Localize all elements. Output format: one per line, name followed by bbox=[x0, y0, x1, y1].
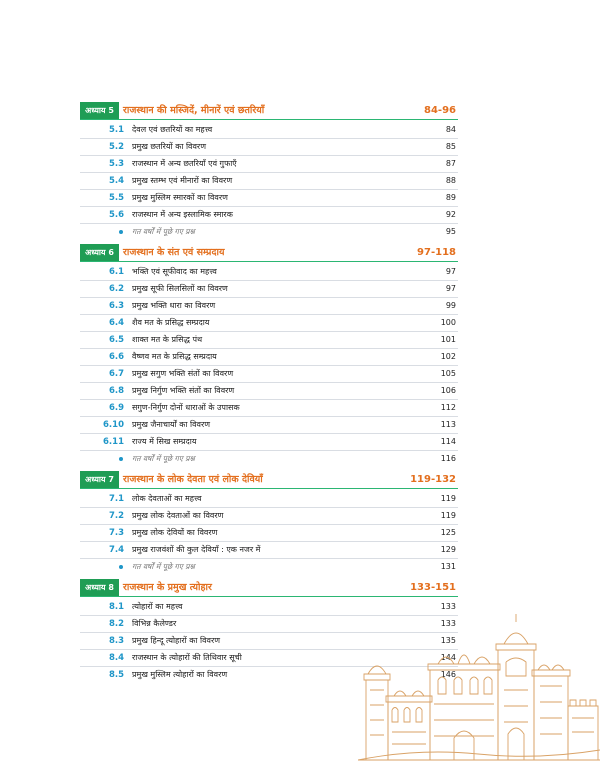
chapter-section bbox=[80, 471, 458, 575]
entry-page-number: 97 bbox=[445, 284, 456, 293]
entry-number: 6.8 bbox=[108, 386, 124, 396]
entry-number: 5.1 bbox=[108, 125, 124, 135]
entry-title: प्रमुख स्तम्भ एवं मीनारों का विवरण bbox=[132, 176, 233, 185]
entry-title: प्रमुख निर्गुण भक्ति संतों का विवरण bbox=[132, 386, 235, 395]
entry-title: प्रमुख राजवंशों की कुल देवियाँ : एक नजर में bbox=[132, 545, 261, 554]
entry-page-number: 88 bbox=[445, 176, 456, 185]
entry-title: प्रमुख मुस्लिम स्मारकों का विवरण bbox=[132, 193, 228, 202]
toc-entry bbox=[80, 508, 458, 525]
entry-number: 8.2 bbox=[108, 619, 124, 629]
entry-number: 8.4 bbox=[108, 653, 124, 663]
entry-page-number: 102 bbox=[440, 352, 456, 361]
entry-page-number: 146 bbox=[440, 670, 456, 679]
entry-number: 7.2 bbox=[108, 511, 124, 521]
chapter-badge: अध्याय 5 bbox=[80, 102, 119, 119]
chapter-title: राजस्थान के संत एवं सम्प्रदाय bbox=[123, 247, 225, 258]
entry-title: प्रमुख मुस्लिम त्योहारों का विवरण bbox=[132, 670, 228, 679]
chapter-badge: अध्याय 7 bbox=[80, 471, 119, 488]
entry-number: 7.3 bbox=[108, 528, 124, 538]
entry-page-number: 99 bbox=[445, 301, 456, 310]
entry-page-number: 113 bbox=[440, 420, 456, 429]
toc-entry bbox=[80, 417, 458, 434]
toc-entry bbox=[80, 434, 458, 451]
entry-title: प्रमुख लोक देवियों का विवरण bbox=[132, 528, 218, 537]
toc-entry bbox=[80, 156, 458, 173]
entry-title: वैष्णव मत के प्रसिद्ध सम्प्रदाय bbox=[132, 352, 217, 361]
entry-title: लोक देवताओं का महत्त्व bbox=[132, 494, 202, 503]
bullet-dot-icon bbox=[119, 230, 123, 234]
entry-number: 8.1 bbox=[108, 602, 124, 612]
toc-entry bbox=[80, 190, 458, 207]
chapter-badge: अध्याय 6 bbox=[80, 244, 119, 261]
entry-number: 5.6 bbox=[108, 210, 124, 220]
entry-page-number: 114 bbox=[440, 437, 456, 446]
entry-title: राजस्थान में अन्य छतरियाँ एवं गुफाएँ bbox=[132, 159, 237, 168]
previous-year-questions-row bbox=[80, 224, 458, 240]
entry-title: प्रमुख लोक देवताओं का विवरण bbox=[132, 511, 224, 520]
bullet-dot-icon bbox=[119, 457, 123, 461]
entry-title: प्रमुख सूफी सिलसिलों का विवरण bbox=[132, 284, 228, 293]
entry-title: भक्ति एवं सूफीवाद का महत्त्व bbox=[132, 267, 217, 276]
entry-page-number: 84 bbox=[445, 125, 456, 134]
toc-entry bbox=[80, 383, 458, 400]
toc-entry bbox=[80, 366, 458, 383]
entry-title: विभिन्न कैलेण्डर bbox=[132, 619, 177, 628]
chapter-page-range: 119-132 bbox=[410, 474, 456, 485]
entry-page-number: 95 bbox=[445, 227, 456, 236]
entry-page-number: 129 bbox=[440, 545, 456, 554]
entry-title: प्रमुख जैनाचार्यों का विवरण bbox=[132, 420, 211, 429]
toc-entry bbox=[80, 281, 458, 298]
entry-page-number: 133 bbox=[440, 619, 456, 628]
toc-entry bbox=[80, 264, 458, 281]
toc-entry bbox=[80, 173, 458, 190]
entry-number: 6.6 bbox=[108, 352, 124, 362]
entry-number: 8.3 bbox=[108, 636, 124, 646]
entry-number: 6.1 bbox=[108, 267, 124, 277]
entry-page-number: 100 bbox=[440, 318, 456, 327]
bullet-dot-icon bbox=[119, 565, 123, 569]
entry-title: शैव मत के प्रसिद्ध सम्प्रदाय bbox=[132, 318, 210, 327]
toc-entry bbox=[80, 315, 458, 332]
toc-entry bbox=[80, 332, 458, 349]
entry-page-number: 119 bbox=[440, 511, 456, 520]
entry-title: सगुण-निर्गुण दोनों धाराओं के उपासक bbox=[132, 403, 240, 412]
chapter-header bbox=[80, 244, 458, 262]
entry-title: शाक्त मत के प्रसिद्ध पंथ bbox=[132, 335, 203, 344]
entry-number: 6.3 bbox=[108, 301, 124, 311]
chapter-section bbox=[80, 244, 458, 467]
entry-page-number: 89 bbox=[445, 193, 456, 202]
entry-page-number: 135 bbox=[440, 636, 456, 645]
chapter-page-range: 97-118 bbox=[417, 247, 456, 258]
entry-page-number: 133 bbox=[440, 602, 456, 611]
entry-page-number: 116 bbox=[440, 454, 456, 463]
entry-number: 7.4 bbox=[108, 545, 124, 555]
toc-entry bbox=[80, 400, 458, 417]
entry-number: 7.1 bbox=[108, 494, 124, 504]
entry-page-number: 112 bbox=[440, 403, 456, 412]
toc-entry bbox=[80, 298, 458, 315]
previous-year-questions-row bbox=[80, 559, 458, 575]
entry-page-number: 87 bbox=[445, 159, 456, 168]
entry-number: 6.5 bbox=[108, 335, 124, 345]
toc-entry bbox=[80, 207, 458, 224]
entry-number: 6.2 bbox=[108, 284, 124, 294]
toc-entry bbox=[80, 525, 458, 542]
entry-page-number: 119 bbox=[440, 494, 456, 503]
entry-title: प्रमुख सगुण भक्ति संतों का विवरण bbox=[132, 369, 234, 378]
entry-title: प्रमुख छतरियों का विवरण bbox=[132, 142, 206, 151]
entry-number: 6.11 bbox=[103, 437, 124, 447]
chapter-header bbox=[80, 102, 458, 120]
entry-title: गत वर्षों में पूछे गए प्रश्न bbox=[132, 454, 195, 463]
toc-entry bbox=[80, 491, 458, 508]
chapter-title: राजस्थान की मस्जिदें, मीनारें एवं छतरियाँ bbox=[123, 105, 265, 116]
entry-number: 6.9 bbox=[108, 403, 124, 413]
previous-year-questions-row bbox=[80, 451, 458, 467]
entry-page-number: 106 bbox=[440, 386, 456, 395]
chapter-title: राजस्थान के लोक देवता एवं लोक देवियाँ bbox=[123, 474, 263, 485]
entry-page-number: 92 bbox=[445, 210, 456, 219]
entry-page-number: 125 bbox=[440, 528, 456, 537]
entry-page-number: 101 bbox=[440, 335, 456, 344]
chapter-page-range: 84-96 bbox=[424, 105, 456, 116]
chapter-badge: अध्याय 8 bbox=[80, 579, 119, 596]
chapter-header bbox=[80, 471, 458, 489]
entry-title: गत वर्षों में पूछे गए प्रश्न bbox=[132, 227, 195, 236]
entry-title: प्रमुख हिन्दू त्योहारों का विवरण bbox=[132, 636, 221, 645]
toc-entry bbox=[80, 542, 458, 559]
entry-number: 8.5 bbox=[108, 670, 124, 680]
entry-number: 6.7 bbox=[108, 369, 124, 379]
entry-number: 5.2 bbox=[108, 142, 124, 152]
entry-page-number: 105 bbox=[440, 369, 456, 378]
entry-title: राजस्थान के त्योहारों की तिथिवार सूची bbox=[132, 653, 242, 662]
toc-entry bbox=[80, 349, 458, 366]
chapter-title: राजस्थान के प्रमुख त्योहार bbox=[123, 582, 212, 593]
entry-page-number: 144 bbox=[440, 653, 456, 662]
entry-title: गत वर्षों में पूछे गए प्रश्न bbox=[132, 562, 195, 571]
entry-number: 6.4 bbox=[108, 318, 124, 328]
entry-number: 5.5 bbox=[108, 193, 124, 203]
chapter-header bbox=[80, 579, 458, 597]
entry-title: प्रमुख भक्ति धारा का विवरण bbox=[132, 301, 216, 310]
table-of-contents bbox=[80, 102, 458, 687]
entry-page-number: 131 bbox=[440, 562, 456, 571]
entry-title: राज्य में सिख सम्प्रदाय bbox=[132, 437, 197, 446]
toc-entry bbox=[80, 139, 458, 156]
entry-number: 6.10 bbox=[103, 420, 124, 430]
entry-number: 5.3 bbox=[108, 159, 124, 169]
toc-entry bbox=[80, 122, 458, 139]
entry-page-number: 85 bbox=[445, 142, 456, 151]
chapter-section bbox=[80, 102, 458, 240]
entry-title: देवल एवं छतरियों का महत्त्व bbox=[132, 125, 213, 134]
fort-illustration bbox=[358, 610, 600, 767]
entry-title: राजस्थान में अन्य इस्लामिक स्मारक bbox=[132, 210, 233, 219]
entry-page-number: 97 bbox=[445, 267, 456, 276]
entry-title: त्योहारों का महत्त्व bbox=[132, 602, 183, 611]
entry-number: 5.4 bbox=[108, 176, 124, 186]
chapter-page-range: 133-151 bbox=[410, 582, 456, 593]
